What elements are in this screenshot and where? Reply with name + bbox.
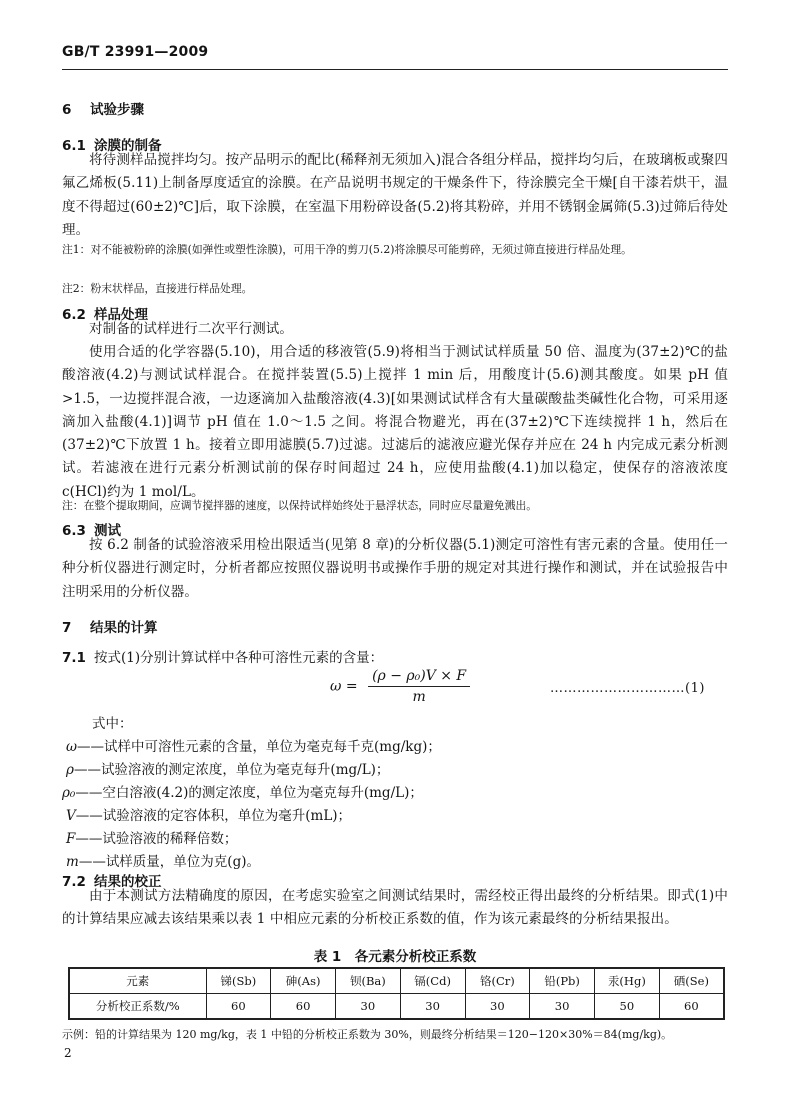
formula-1 [330, 668, 470, 705]
section-title: 试验步骤 [90, 102, 144, 118]
section-title: 测试 [94, 523, 121, 539]
note-2: 注2：粉末状样品，直接进行样品处理。 [62, 282, 253, 295]
definition-rho [66, 758, 389, 778]
symbol: ρ₀ [62, 785, 76, 801]
table-cell: 钡(Ba) [336, 968, 401, 994]
section-title: 涂膜的制备 [94, 138, 162, 154]
table-cell: 30 [530, 994, 595, 1020]
formula-fraction [368, 668, 470, 705]
table-cell: 分析校正系数/% [69, 994, 206, 1020]
section-number: 6.2 [62, 307, 86, 323]
table-cell: 60 [206, 994, 271, 1020]
section-6-heading [62, 98, 144, 118]
section-number: 6.3 [62, 523, 86, 539]
formula-denominator: m [412, 689, 426, 705]
section-7-1-text: 按式(1)分别计算试样中各种可溶性元素的含量： [94, 650, 384, 666]
table-cell: 50 [595, 994, 660, 1020]
definition-volume [66, 804, 351, 824]
definition-text: ——空白溶液(4.2)的测定浓度，单位为毫克每升(mg/L)； [75, 785, 423, 801]
table-caption: 表 1 各元素分析校正系数 [313, 949, 477, 965]
definition-rho0 [62, 781, 423, 801]
definition-omega [66, 735, 441, 755]
definition-text: ——试验溶液的定容体积，单位为毫升(mL)； [75, 808, 352, 824]
symbol: m [66, 854, 79, 870]
header-rule [62, 69, 728, 70]
section-7-1-lead [62, 646, 383, 666]
section-number: 6.1 [62, 138, 86, 154]
section-7-heading [62, 616, 158, 636]
section-number: 7.2 [62, 874, 86, 890]
table-cell: 硒(Se) [659, 968, 724, 994]
symbol: V [66, 808, 76, 824]
formula-lhs: ω = [330, 678, 358, 695]
table-cell: 60 [271, 994, 336, 1020]
symbol: F [66, 831, 76, 847]
symbol: ρ [66, 762, 74, 778]
section-title: 结果的校正 [94, 874, 162, 890]
note-suspension: 注：在整个提取期间，应调节搅拌器的速度，以保持试样始终处于悬浮状态，同时应尽量避免溅出。 [62, 499, 538, 512]
definition-text: ——试样质量，单位为克(g)。 [78, 854, 260, 870]
correction-factor-table [68, 967, 725, 1020]
where-label: 式中： [92, 716, 133, 732]
section-number: 6 [62, 102, 72, 118]
table-cell: 镉(Cd) [400, 968, 465, 994]
equation-number: …………………………(1) [550, 681, 705, 696]
definition-text: ——试验溶液的测定浓度，单位为毫克每升(mg/L)； [73, 762, 390, 778]
table-cell: 砷(As) [271, 968, 336, 994]
table-cell: 锑(Sb) [206, 968, 271, 994]
definition-mass [66, 850, 260, 870]
definition-text: ——试验溶液的稀释倍数； [75, 831, 238, 847]
section-number: 7.1 [62, 650, 86, 666]
definition-factor [66, 827, 237, 847]
section-title: 样品处理 [94, 307, 148, 323]
section-6-3-paragraph: 按 6.2 制备的试验溶液采用检出限适当(见第 8 章)的分析仪器(5.1)测定可溶性有害元素的含量。使用任一种分析仪器进行测定时，分析者都应按照仪器说明书或操作手册的规定对其进行操作和测试，并在试验报告中注明采用的分析仪器。 [62, 537, 728, 600]
section-7-2-paragraph: 由于本测试方法精确度的原因，在考虑实验室之间测试结果时，需经校正得出最终的分析结果。即式(1)中的计算结果应减去该结果乘以表 1 中相应元素的分析校正系数的值，作为该元素最终的分析结果报出。 [62, 888, 728, 928]
definition-text: ——试样中可溶性元素的含量，单位为毫克每千克(mg/kg)； [77, 739, 441, 755]
table-row [69, 994, 724, 1020]
page-number: 2 [64, 1046, 72, 1060]
section-number: 7 [62, 620, 72, 636]
table-header-row [69, 968, 724, 994]
table-cell: 30 [400, 994, 465, 1020]
table-cell: 30 [336, 994, 401, 1020]
note-1: 注1：对不能被粉碎的涂膜(如弹性或塑性涂膜)，可用干净的剪刀(5.2)将涂膜尽可能剪碎，无须过筛直接进行样品处理。 [62, 243, 632, 256]
table-cell: 60 [659, 994, 724, 1020]
example-text: 示例：铅的计算结果为 120 mg/kg，表 1 中铅的分析校正系数为 30%，则最终分析结果＝120−120×30%＝84(mg/kg)。 [62, 1028, 673, 1041]
symbol: ω [66, 739, 78, 755]
formula-numerator: (ρ − ρ₀)V × F [368, 668, 470, 687]
table-cell: 元素 [69, 968, 206, 994]
section-6-1-paragraph: 将待测样品搅拌均匀。按产品明示的配比(稀释剂无须加入)混合各组分样品，搅拌均匀后，在玻璃板或聚四氟乙烯板(5.11)上制备厚度适宜的涂膜。在产品说明书规定的干燥条件下，待涂膜完全干燥[自干漆若烘干，温度不得超过(60±2)℃]后，取下涂膜，在室温下用粉碎设备(5.2)将其粉碎，并用不锈钢金属筛(5.3)过筛后待处理。 [62, 152, 728, 238]
section-title: 结果的计算 [90, 620, 158, 636]
section-6-2-paragraph-2: 使用合适的化学容器(5.10)，用合适的移液管(5.9)将相当于测试试样质量 50 倍、温度为(37±2)℃的盐酸溶液(4.2)与测试试样混合。在搅拌装置(5.5)上搅拌 1 min 后，用酸度计(5.6)测其酸度。如果 pH 值>1.5，一边搅拌混合液，一边逐滴加入盐酸溶液(4.3)[如果测试试样含有大量碳酸盐类碱性化合物，可采用逐滴加入盐酸(4.1)]调节 pH 值在 1.0～1.5 之间。将混合物避光，再在(37±2)℃下连续搅拌 1 h，然后在(37±2)℃下放置 1 h。接着立即用滤膜(5.7)过滤。过滤后的滤液应避光保存并应在 24 h 内完成元素分析测试。若滤液在进行元素分析测试前的保存时间超过 24 h，应使用盐酸(4.1)加以稳定，使保存的溶液浓度 c(HCl)约为 1 mol/L。 [62, 344, 728, 500]
standard-code: GB/T 23991—2009 [62, 44, 209, 60]
table-cell: 汞(Hg) [595, 968, 660, 994]
section-6-2-paragraph-1: 对制备的试样进行二次平行测试。 [89, 321, 293, 337]
table-cell: 30 [465, 994, 530, 1020]
table-cell: 铬(Cr) [465, 968, 530, 994]
table-cell: 铅(Pb) [530, 968, 595, 994]
